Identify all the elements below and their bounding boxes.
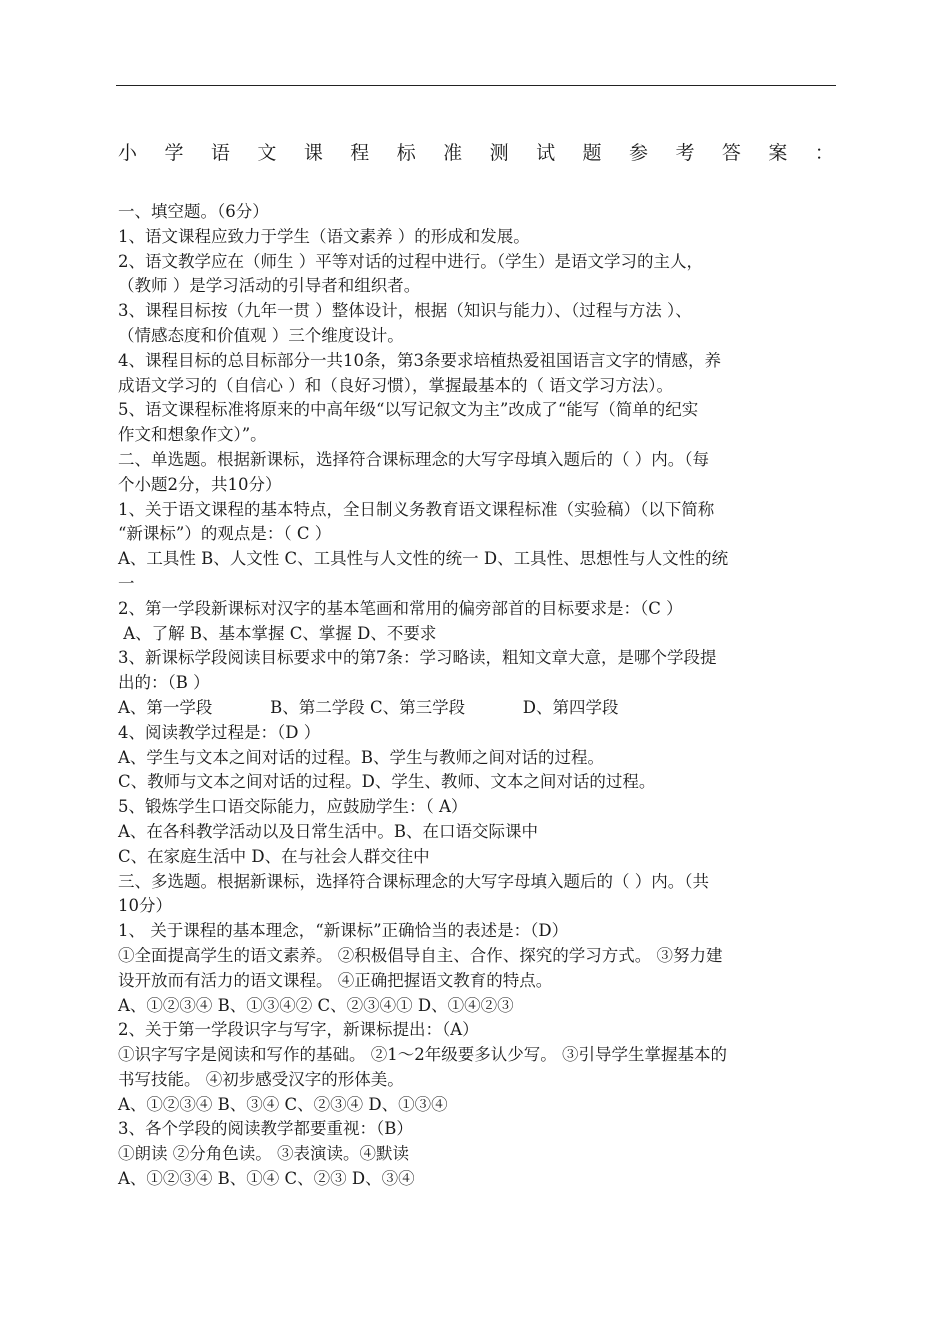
title-char: 程 xyxy=(350,142,370,164)
text-line: 出的：（B ） xyxy=(118,673,210,693)
title-char: 题 xyxy=(582,142,602,164)
text-line: 5、锻炼学生口语交际能力，应鼓励学生：（ A） xyxy=(118,797,468,817)
title-char: 答 xyxy=(721,142,741,164)
text-line: A、①②③④ B、①④ C、②③ D、③④ xyxy=(118,1169,415,1189)
title-char: 小 xyxy=(118,142,138,164)
text-line: 设开放而有活力的语文课程。 ④正确把握语文教育的特点。 xyxy=(118,970,553,990)
text-line: A、学生与文本之间对话的过程。B、学生与教师之间对话的过程。 xyxy=(118,747,605,767)
title-char: 准 xyxy=(443,142,463,164)
text-line: 5、语文课程标准将原来的中高年级“以写记叙文为主”改成了“能写（简单的纪实 xyxy=(118,400,699,420)
text-line: 10分） xyxy=(118,896,172,916)
document-title xyxy=(118,140,834,166)
text-line: 2、关于第一学段识字与写字，新课标提出：（A） xyxy=(118,1020,479,1040)
text-line: ①朗读 ②分角色读。 ③表演读。④默读 xyxy=(118,1144,409,1164)
title-char: 标 xyxy=(396,142,416,164)
text-line: 1、关于语文课程的基本特点，全日制义务教育语文课程标准（实验稿）（以下简称 xyxy=(118,499,715,519)
text-line: 4、阅读教学过程是：（D ） xyxy=(118,722,321,742)
text-line: A、了解 B、基本掌握 C、掌握 D、不要求 xyxy=(118,623,437,643)
text-line: 4、课程目标的总目标部分一共10条，第3条要求培植热爱祖国语言文字的情感，养 xyxy=(118,350,721,370)
text-line: 3、各个学段的阅读教学都要重视：（B） xyxy=(118,1119,413,1139)
text-line: 一 xyxy=(118,573,135,593)
title-char: 考 xyxy=(675,142,695,164)
title-char: 学 xyxy=(164,142,184,164)
text-line: 3、课程目标按（九年一贯 ）整体设计，根据（知识与能力）、（过程与方法 ）、 xyxy=(118,301,692,321)
text-line: 1、语文课程应致力于学生（语文素养 ）的形成和发展。 xyxy=(118,226,530,246)
title-char: 案 xyxy=(768,142,788,164)
text-line: A、工具性 B、人文性 C、工具性与人文性的统一 D、工具性、思想性与人文性的统 xyxy=(118,549,729,569)
text-line: 一、填空题。（6分） xyxy=(118,202,269,221)
text-line: C、在家庭生活中 D、在与社会人群交往中 xyxy=(118,846,430,866)
title-char: ： xyxy=(814,142,834,164)
text-line: （情感态度和价值观 ）三个维度设计。 xyxy=(118,325,404,345)
title-char: 文 xyxy=(257,142,277,164)
text-line: A、①②③④ B、①③④② C、②③④① D、①④②③ xyxy=(118,995,514,1015)
text-line: A、在各科教学活动以及日常生活中。B、在口语交际课中 xyxy=(118,821,539,841)
text-line: 书写技能。 ④初步感受汉字的形体美。 xyxy=(118,1069,404,1089)
text-line: C、教师与文本之间对话的过程。D、学生、教师、文本之间对话的过程。 xyxy=(118,772,656,792)
text-line: 成语文学习的（自信心 ）和（良好习惯），掌握最基本的（ 语文学习方法）。 xyxy=(118,375,673,395)
text-line: A、第一学段 B、第二学段 C、第三学段 D、第四学段 xyxy=(118,697,619,717)
title-char: 试 xyxy=(536,142,556,164)
text-line: 3、新课标学段阅读目标要求中的第7条：学习略读，粗知文章大意，是哪个学段提 xyxy=(118,648,717,668)
header-rule xyxy=(116,85,836,86)
text-line: “新课标”）的观点是：（ C ） xyxy=(118,524,332,544)
title-char: 语 xyxy=(210,142,230,164)
title-char: 测 xyxy=(489,142,509,164)
text-line: ①全面提高学生的语文素养。 ②积极倡导自主、合作、探究的学习方式。 ③努力建 xyxy=(118,945,723,965)
text-line: 2、语文教学应在（师生 ）平等对话的过程中进行。（学生）是语文学习的主人， xyxy=(118,251,703,271)
text-line: 二、单选题。根据新课标，选择符合课标理念的大写字母填入题后的（ ）内。（每 xyxy=(118,449,709,469)
text-line: 三、多选题。根据新课标，选择符合课标理念的大写字母填入题后的（ ）内。（共 xyxy=(118,871,709,891)
text-line: ①识字写字是阅读和写作的基础。 ②1～2年级要多认少写。 ③引导学生掌握基本的 xyxy=(118,1045,727,1065)
text-line: 1、 关于课程的基本理念，“新课标”正确恰当的表述是：（D） xyxy=(118,921,569,941)
answer-body xyxy=(118,200,834,1192)
title-char: 课 xyxy=(303,142,323,164)
text-line: 个小题2分，共10分） xyxy=(118,474,282,494)
text-line: 2、第一学段新课标对汉字的基本笔画和常用的偏旁部首的目标要求是：（C ） xyxy=(118,598,683,618)
text-line: 作文和想象作文）”。 xyxy=(118,425,267,445)
title-char: 参 xyxy=(628,142,648,164)
text-line: （教师 ）是学习活动的引导者和组织者。 xyxy=(118,276,421,296)
text-line: A、①②③④ B、③④ C、②③④ D、①③④ xyxy=(118,1094,448,1114)
